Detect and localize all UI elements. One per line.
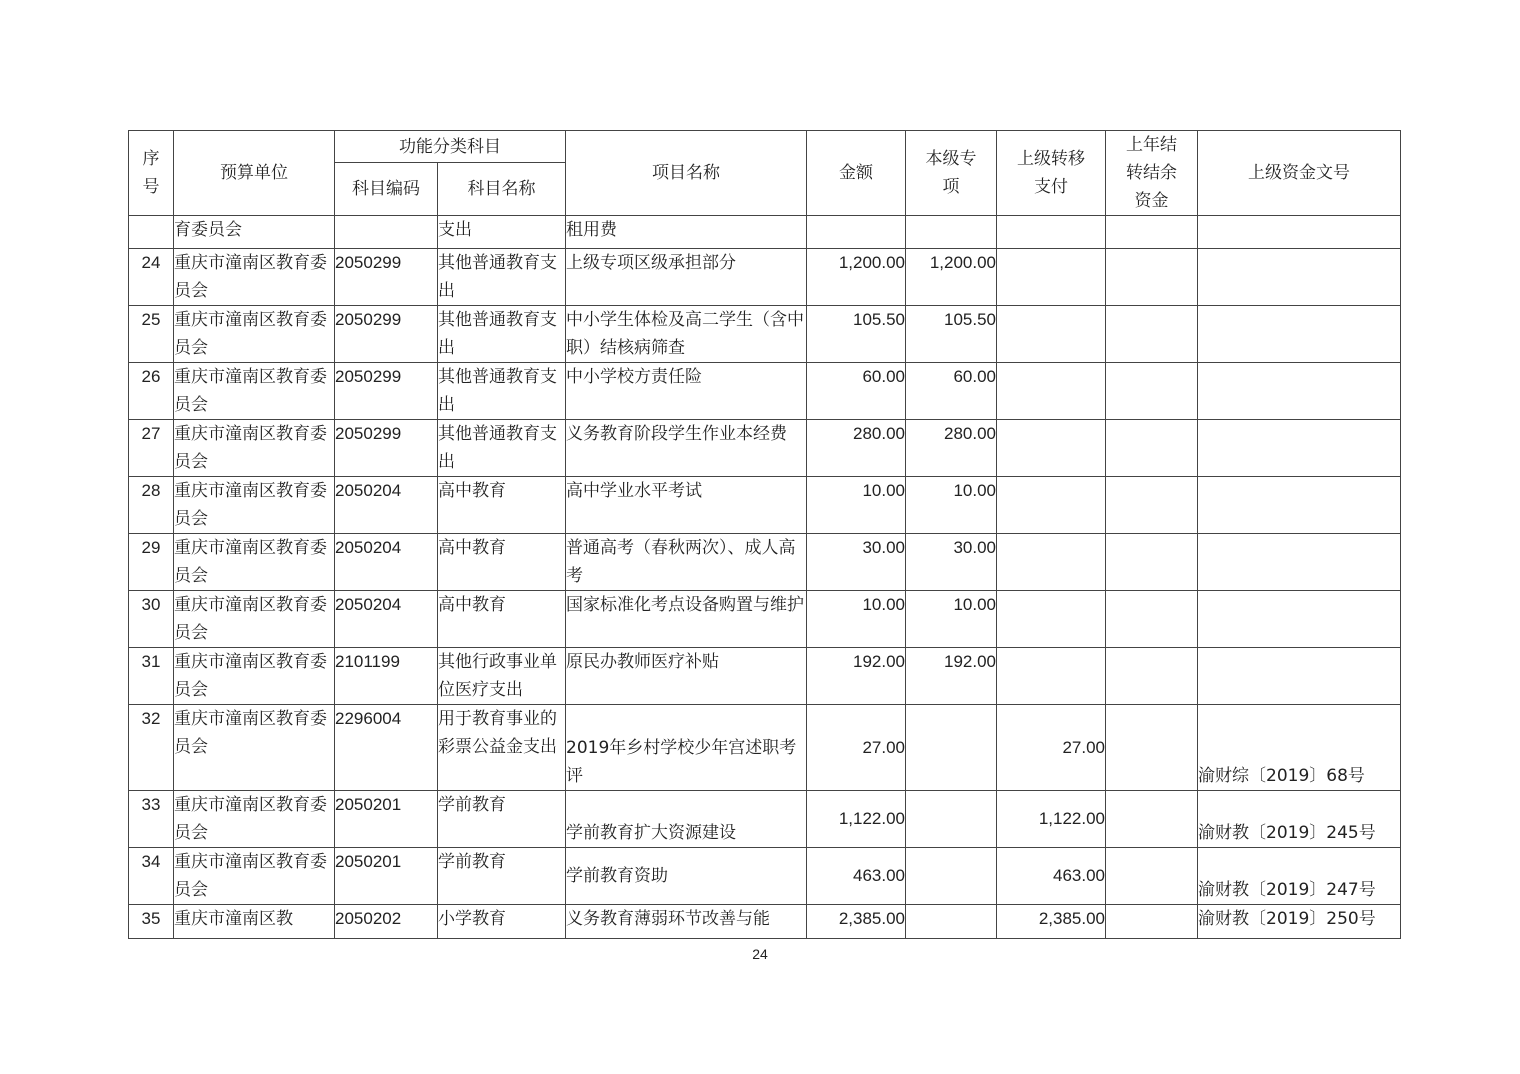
row-doc-no (1198, 216, 1401, 249)
row-seq: 30 (129, 591, 174, 648)
row-doc-no: 渝财综〔2019〕68号 (1198, 705, 1401, 791)
row-doc-no (1198, 249, 1401, 306)
row-carryover (1106, 216, 1198, 249)
row-project: 义务教育阶段学生作业本经费 (566, 420, 807, 477)
row-code: 2050299 (335, 420, 438, 477)
row-subject: 学前教育 (438, 791, 566, 848)
table-row (129, 705, 1401, 791)
row-seq: 24 (129, 249, 174, 306)
row-code: 2050204 (335, 477, 438, 534)
row-unit: 重庆市潼南区教育委员会 (174, 648, 335, 705)
row-doc-no (1198, 477, 1401, 534)
row-upper-transfer: 27.00 (997, 705, 1106, 791)
row-subject: 高中教育 (438, 477, 566, 534)
row-amount: 30.00 (807, 534, 906, 591)
row-local-special (906, 791, 997, 848)
table-row (129, 477, 1401, 534)
row-seq: 35 (129, 905, 174, 939)
header-amount: 金额 (807, 131, 906, 216)
row-subject: 其他行政事业单位医疗支出 (438, 648, 566, 705)
header-local-special: 本级专项 (906, 131, 997, 216)
row-amount: 2,385.00 (807, 905, 906, 939)
row-subject: 其他普通教育支出 (438, 249, 566, 306)
row-code: 2050204 (335, 534, 438, 591)
header-seq: 序号 (129, 131, 174, 216)
row-upper-transfer (997, 420, 1106, 477)
row-subject: 其他普通教育支出 (438, 306, 566, 363)
row-code: 2050201 (335, 848, 438, 905)
row-code: 2101199 (335, 648, 438, 705)
row-doc-no (1198, 591, 1401, 648)
row-seq: 25 (129, 306, 174, 363)
row-upper-transfer (997, 249, 1106, 306)
row-upper-transfer (997, 534, 1106, 591)
row-project: 2019年乡村学校少年宫述职考评 (566, 705, 807, 791)
row-unit: 育委员会 (174, 216, 335, 249)
row-code: 2050201 (335, 791, 438, 848)
header-subject: 科目名称 (438, 163, 566, 216)
row-carryover (1106, 420, 1198, 477)
row-doc-no: 渝财教〔2019〕247号 (1198, 848, 1401, 905)
row-seq (129, 216, 174, 249)
row-local-special: 105.50 (906, 306, 997, 363)
row-amount (807, 216, 906, 249)
budget-table (128, 130, 1401, 939)
row-carryover (1106, 477, 1198, 534)
row-upper-transfer (997, 648, 1106, 705)
row-project: 高中学业水平考试 (566, 477, 807, 534)
row-doc-no (1198, 534, 1401, 591)
row-carryover (1106, 591, 1198, 648)
row-amount: 463.00 (807, 848, 906, 905)
table-row (129, 363, 1401, 420)
row-seq: 32 (129, 705, 174, 791)
row-local-special: 10.00 (906, 591, 997, 648)
row-doc-no (1198, 363, 1401, 420)
table-row (129, 848, 1401, 905)
row-amount: 10.00 (807, 477, 906, 534)
row-carryover (1106, 905, 1198, 939)
row-amount: 105.50 (807, 306, 906, 363)
row-unit: 重庆市潼南区教育委员会 (174, 420, 335, 477)
row-code (335, 216, 438, 249)
row-unit: 重庆市潼南区教育委员会 (174, 848, 335, 905)
row-project: 国家标准化考点设备购置与维护 (566, 591, 807, 648)
row-code: 2296004 (335, 705, 438, 791)
row-unit: 重庆市潼南区教育委员会 (174, 791, 335, 848)
row-amount: 27.00 (807, 705, 906, 791)
row-local-special: 30.00 (906, 534, 997, 591)
header-code: 科目编码 (335, 163, 438, 216)
row-unit: 重庆市潼南区教 (174, 905, 335, 939)
row-carryover (1106, 648, 1198, 705)
row-upper-transfer: 1,122.00 (997, 791, 1106, 848)
row-local-special: 192.00 (906, 648, 997, 705)
row-seq: 33 (129, 791, 174, 848)
row-seq: 34 (129, 848, 174, 905)
row-amount: 10.00 (807, 591, 906, 648)
row-subject: 小学教育 (438, 905, 566, 939)
row-doc-no (1198, 420, 1401, 477)
row-doc-no: 渝财教〔2019〕250号 (1198, 905, 1401, 939)
header-upper-transfer: 上级转移支付 (997, 131, 1106, 216)
row-seq: 27 (129, 420, 174, 477)
row-upper-transfer (997, 591, 1106, 648)
row-project: 学前教育资助 (566, 848, 807, 905)
row-project: 中小学生体检及高二学生（含中职）结核病筛查 (566, 306, 807, 363)
row-project: 原民办教师医疗补贴 (566, 648, 807, 705)
header-doc-no: 上级资金文号 (1198, 131, 1401, 216)
header-project: 项目名称 (566, 131, 807, 216)
row-upper-transfer: 463.00 (997, 848, 1106, 905)
table-row (129, 249, 1401, 306)
row-project: 上级专项区级承担部分 (566, 249, 807, 306)
row-seq: 26 (129, 363, 174, 420)
row-upper-transfer (997, 306, 1106, 363)
table-body (129, 216, 1401, 939)
page-number: 24 (752, 946, 768, 962)
row-code: 2050204 (335, 591, 438, 648)
row-project: 义务教育薄弱环节改善与能 (566, 905, 807, 939)
table-row (129, 420, 1401, 477)
row-seq: 28 (129, 477, 174, 534)
row-seq: 29 (129, 534, 174, 591)
row-project: 普通高考（春秋两次）、成人高考 (566, 534, 807, 591)
row-unit: 重庆市潼南区教育委员会 (174, 705, 335, 791)
row-unit: 重庆市潼南区教育委员会 (174, 534, 335, 591)
table-row (129, 216, 1401, 249)
row-local-special: 280.00 (906, 420, 997, 477)
row-doc-no (1198, 648, 1401, 705)
header-unit: 预算单位 (174, 131, 335, 216)
row-subject: 用于教育事业的彩票公益金支出 (438, 705, 566, 791)
row-carryover (1106, 848, 1198, 905)
row-upper-transfer: 2,385.00 (997, 905, 1106, 939)
row-unit: 重庆市潼南区教育委员会 (174, 363, 335, 420)
row-local-special (906, 848, 997, 905)
row-subject: 其他普通教育支出 (438, 420, 566, 477)
row-carryover (1106, 306, 1198, 363)
row-upper-transfer (997, 477, 1106, 534)
row-carryover (1106, 705, 1198, 791)
row-doc-no (1198, 306, 1401, 363)
row-subject: 学前教育 (438, 848, 566, 905)
row-code: 2050299 (335, 363, 438, 420)
row-local-special: 1,200.00 (906, 249, 997, 306)
row-project: 学前教育扩大资源建设 (566, 791, 807, 848)
row-doc-no: 渝财教〔2019〕245号 (1198, 791, 1401, 848)
table-row (129, 648, 1401, 705)
row-subject: 其他普通教育支出 (438, 363, 566, 420)
row-seq: 31 (129, 648, 174, 705)
row-carryover (1106, 363, 1198, 420)
row-amount: 1,122.00 (807, 791, 906, 848)
row-subject: 支出 (438, 216, 566, 249)
row-code: 2050202 (335, 905, 438, 939)
row-amount: 192.00 (807, 648, 906, 705)
row-local-special: 10.00 (906, 477, 997, 534)
row-unit: 重庆市潼南区教育委员会 (174, 249, 335, 306)
header-carryover: 上年结转结余资金 (1106, 131, 1198, 216)
row-local-special (906, 216, 997, 249)
table-row (129, 905, 1401, 939)
row-amount: 1,200.00 (807, 249, 906, 306)
row-code: 2050299 (335, 306, 438, 363)
row-upper-transfer (997, 363, 1106, 420)
row-unit: 重庆市潼南区教育委员会 (174, 477, 335, 534)
row-amount: 60.00 (807, 363, 906, 420)
table-header (129, 131, 1401, 216)
row-local-special (906, 905, 997, 939)
row-project: 中小学校方责任险 (566, 363, 807, 420)
header-function-group: 功能分类科目 (335, 131, 566, 163)
row-code: 2050299 (335, 249, 438, 306)
row-local-special (906, 705, 997, 791)
row-amount: 280.00 (807, 420, 906, 477)
table-row (129, 534, 1401, 591)
table-row (129, 306, 1401, 363)
row-carryover (1106, 534, 1198, 591)
row-subject: 高中教育 (438, 534, 566, 591)
row-carryover (1106, 249, 1198, 306)
row-upper-transfer (997, 216, 1106, 249)
table-row (129, 591, 1401, 648)
row-unit: 重庆市潼南区教育委员会 (174, 306, 335, 363)
row-carryover (1106, 791, 1198, 848)
row-unit: 重庆市潼南区教育委员会 (174, 591, 335, 648)
row-subject: 高中教育 (438, 591, 566, 648)
table-row (129, 791, 1401, 848)
row-project: 租用费 (566, 216, 807, 249)
row-local-special: 60.00 (906, 363, 997, 420)
